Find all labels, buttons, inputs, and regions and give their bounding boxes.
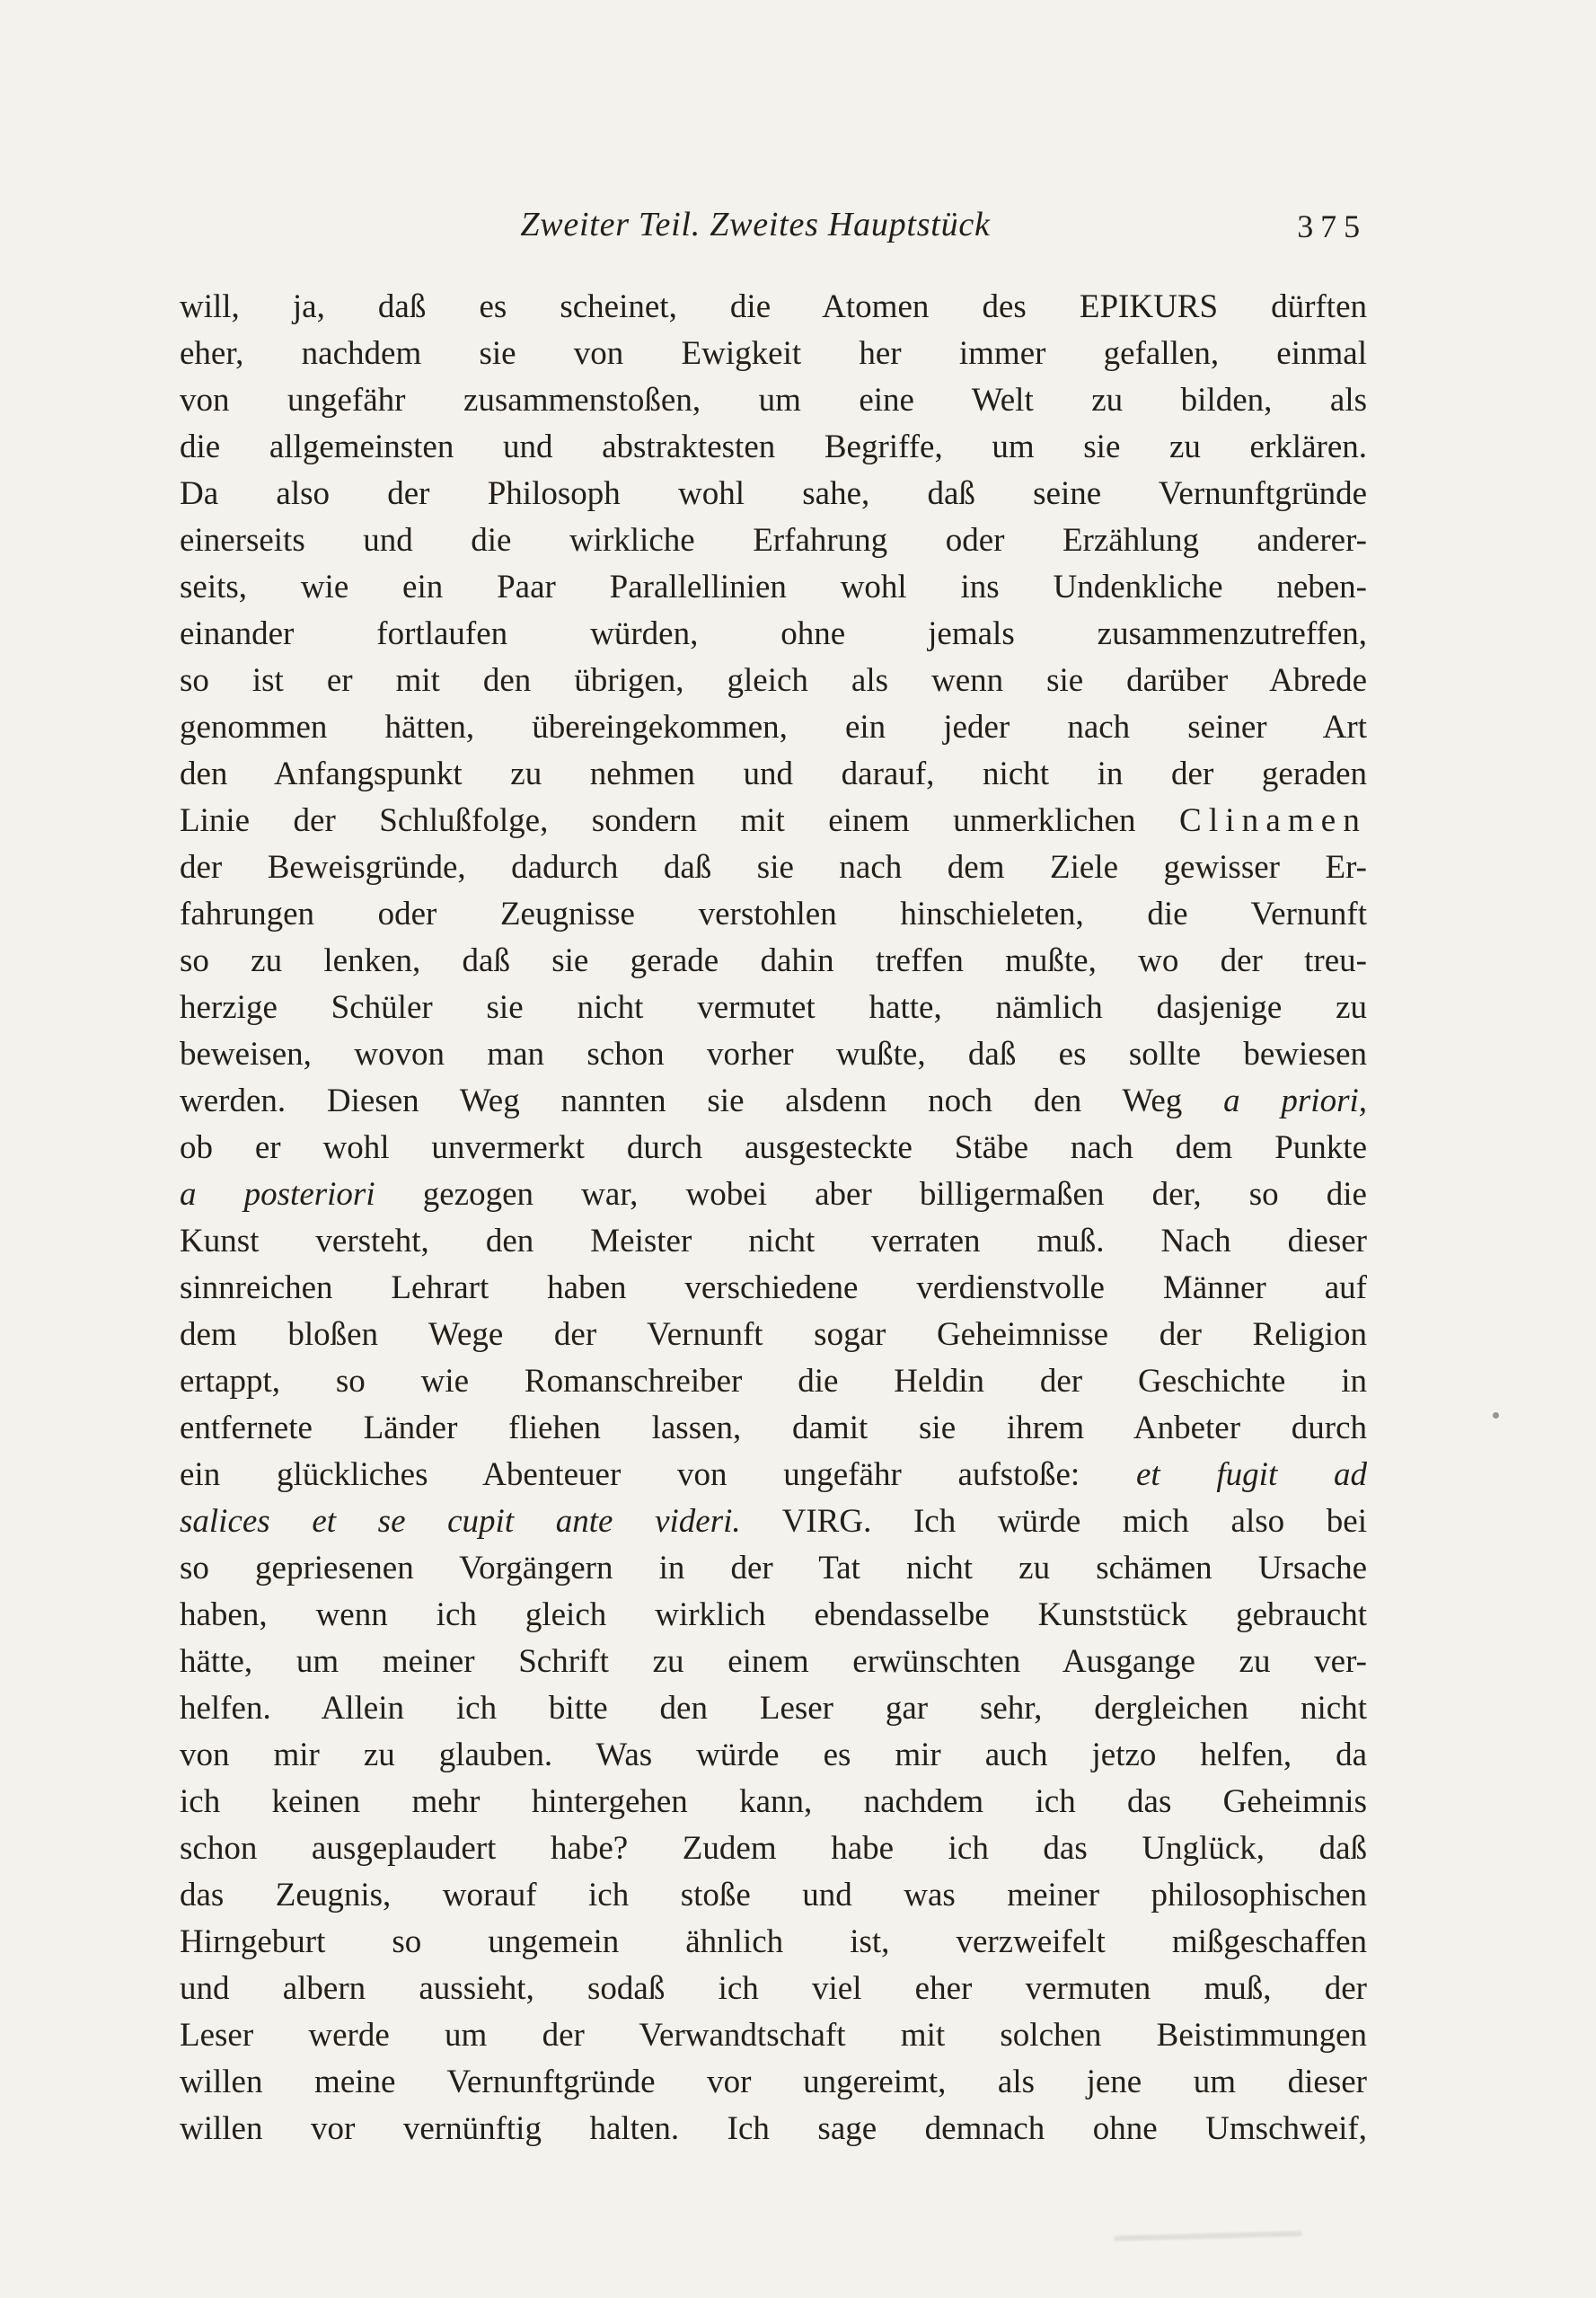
running-title: Zweiter Teil. Zweites Hauptstück [520, 206, 991, 243]
text-line: sinnreichen Lehrart haben verschiedene verdienstvolle Männer auf [180, 1269, 1367, 1306]
text-line: schon ausgeplaudert habe? Zudem habe ich das Unglück, daß [180, 1830, 1367, 1867]
text-line: Leser werde um der Verwandtschaft mit solchen Beistimmungen [180, 2017, 1367, 2054]
page-header [180, 201, 1367, 252]
text-line: und albern aussieht, sodaß ich viel eher vermuten muß, der [180, 1970, 1367, 2007]
text-line: seits, wie ein Paar Parallellinien wohl ins Undenkliche neben- [180, 569, 1367, 605]
page-number: 375 [1297, 208, 1367, 244]
text-line: willen meine Vernunftgründe vor ungereimt, als jene um dieser [180, 2064, 1367, 2100]
text-line: ertappt, so wie Romanschreiber die Heldin der Geschichte in [180, 1363, 1367, 1400]
text-line: einerseits und die wirkliche Erfahrung oder Erzählung anderer- [180, 522, 1367, 559]
text-line: herzige Schüler sie nicht vermutet hatte, nämlich dasjenige zu [180, 989, 1367, 1026]
text-line: Linie der Schlußfolge, sondern mit einem unmerklichen Clinamen [180, 802, 1367, 839]
scan-speck [1493, 1412, 1499, 1419]
text-line: ob er wohl unvermerkt durch ausgesteckte Stäbe nach dem Punkte [180, 1129, 1367, 1166]
text-line: so zu lenken, daß sie gerade dahin treffen mußte, wo der treu- [180, 942, 1367, 979]
text-line: hätte, um meiner Schrift zu einem erwünschten Ausgange zu ver- [180, 1643, 1367, 1680]
text-line: will, ja, daß es scheinet, die Atomen des EPIKURS dürften [180, 288, 1367, 325]
text-line: salices et se cupit ante videri. VIRG. Ich würde mich also bei [180, 1503, 1367, 1540]
text-line: einander fortlaufen würden, ohne jemals zusammenzutreffen, [180, 615, 1367, 652]
text-line: das Zeugnis, worauf ich stoße und was meiner philosophischen [180, 1877, 1367, 1914]
body-text [180, 284, 1367, 2152]
text-line: beweisen, wovon man schon vorher wußte, daß es sollte bewiesen [180, 1036, 1367, 1073]
text-line: dem bloßen Wege der Vernunft sogar Geheimnisse der Religion [180, 1316, 1367, 1353]
text-line: entfernete Länder fliehen lassen, damit sie ihrem Anbeter durch [180, 1410, 1367, 1446]
text-line: Da also der Philosoph wohl sahe, daß seine Vernunftgründe [180, 475, 1367, 512]
text-line: a posteriori gezogen war, wobei aber billigermaßen der, so die [180, 1176, 1367, 1213]
text-line: ein glückliches Abenteuer von ungefähr aufstoße: et fugit ad [180, 1456, 1367, 1493]
text-line: von mir zu glauben. Was würde es mir auch jetzo helfen, da [180, 1737, 1367, 1773]
text-line: fahrungen oder Zeugnisse verstohlen hinschieleten, die Vernunft [180, 896, 1367, 932]
text-line: der Beweisgründe, dadurch daß sie nach dem Ziele gewisser Er- [180, 849, 1367, 886]
text-line: Kunst versteht, den Meister nicht verraten muß. Nach dieser [180, 1223, 1367, 1259]
text-line: die allgemeinsten und abstraktesten Begriffe, um sie zu erklären. [180, 429, 1367, 465]
text-line: von ungefähr zusammenstoßen, um eine Welt zu bilden, als [180, 382, 1367, 419]
text-line: willen vor vernünftig halten. Ich sage demnach ohne Umschweif, [180, 2110, 1367, 2147]
text-line: Hirngeburt so ungemein ähnlich ist, verzweifelt mißgeschaffen [180, 1923, 1367, 1960]
text-line: den Anfangspunkt zu nehmen und darauf, nicht in der geraden [180, 756, 1367, 792]
scan-smudge [1114, 2231, 1302, 2241]
text-line: helfen. Allein ich bitte den Leser gar sehr, dergleichen nicht [180, 1690, 1367, 1727]
text-line: so ist er mit den übrigen, gleich als wenn sie darüber Abrede [180, 662, 1367, 699]
text-line: eher, nachdem sie von Ewigkeit her immer gefallen, einmal [180, 335, 1367, 372]
text-line: genommen hätten, übereingekommen, ein jeder nach seiner Art [180, 709, 1367, 746]
text-line: haben, wenn ich gleich wirklich ebendasselbe Kunststück gebraucht [180, 1596, 1367, 1633]
text-line: werden. Diesen Weg nannten sie alsdenn noch den Weg a priori, [180, 1083, 1367, 1119]
text-line: so gepriesenen Vorgängern in der Tat nicht zu schämen Ursache [180, 1550, 1367, 1587]
text-line: ich keinen mehr hintergehen kann, nachdem ich das Geheimnis [180, 1783, 1367, 1820]
text-block [180, 201, 1367, 2152]
